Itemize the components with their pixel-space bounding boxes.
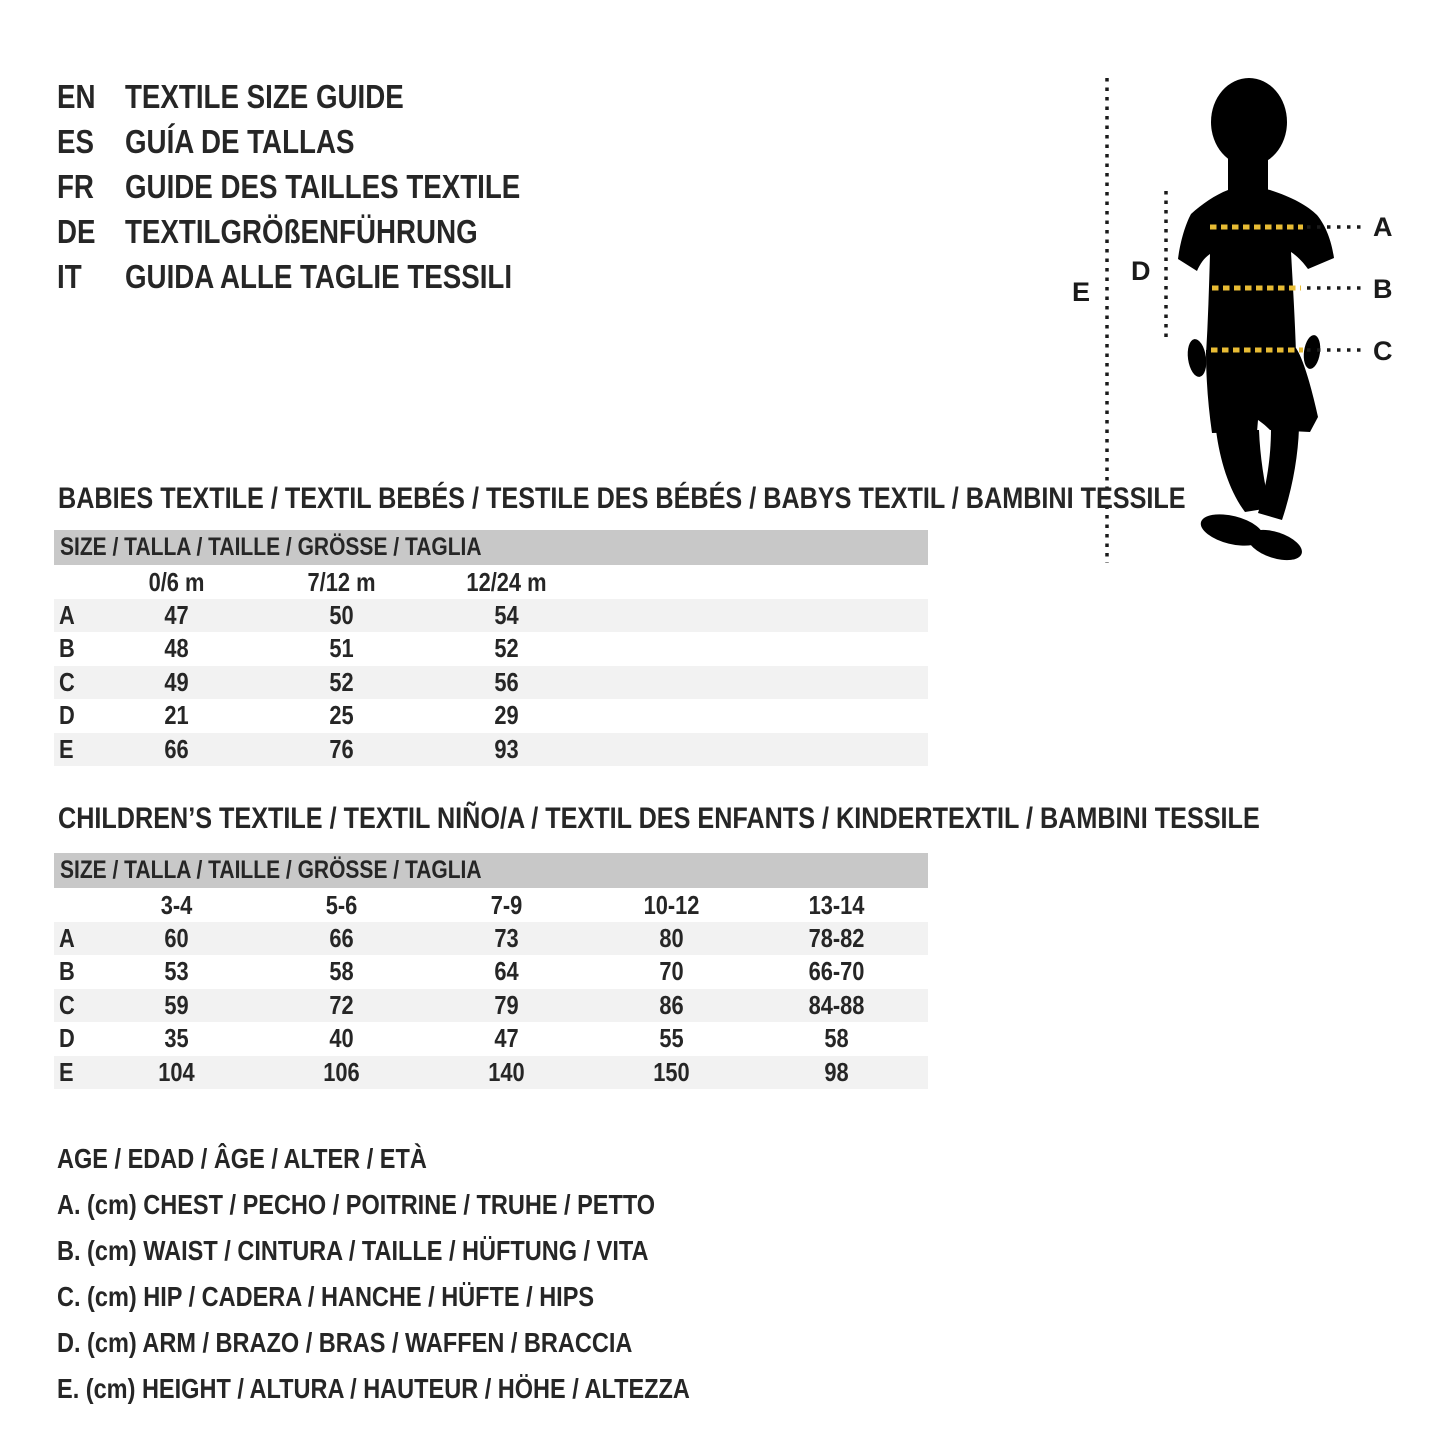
babies-section-title <box>58 484 1400 514</box>
measurement-legend <box>57 1136 810 1412</box>
lang-title: TEXTILE SIZE GUIDE <box>125 78 404 115</box>
row-label: C <box>59 989 75 1020</box>
value-cell: 78-82 <box>808 923 865 953</box>
table-row-e <box>54 733 928 766</box>
value-cell: 35 <box>164 1023 189 1054</box>
value-cell: 72 <box>329 989 354 1020</box>
figure-label-e: E <box>1072 277 1091 307</box>
value-cell: 50 <box>329 600 354 630</box>
lang-row-it <box>57 254 596 299</box>
column-header: 0/6 m <box>148 567 205 597</box>
lang-code: ES <box>57 123 94 160</box>
value-cell: 55 <box>659 1023 684 1054</box>
lang-code: EN <box>57 78 96 115</box>
legend-line-hip <box>57 1274 810 1320</box>
silhouette-head <box>1211 78 1287 166</box>
lang-code: IT <box>57 258 82 295</box>
table-row-c <box>54 666 928 699</box>
column-header: 7/12 m <box>307 567 376 597</box>
value-cell: 59 <box>164 989 189 1020</box>
value-cell: 79 <box>494 989 519 1020</box>
lang-row-es <box>57 119 596 164</box>
table-row-d <box>54 1022 928 1055</box>
value-cell: 64 <box>494 956 519 987</box>
figure-label-c: C <box>1373 336 1393 366</box>
silhouette-left-hand <box>1185 338 1208 378</box>
empty-cell <box>54 888 88 922</box>
figure-label-d: D <box>1131 256 1151 286</box>
row-label: E <box>59 1056 74 1087</box>
column-header: 13-14 <box>808 890 865 920</box>
table-row-b <box>54 955 928 988</box>
legend-text: D. (cm) ARM / BRAZO / BRAS / WAFFEN / BRACCIA <box>57 1327 633 1358</box>
lang-row-en <box>57 74 596 119</box>
legend-text: B. (cm) WAIST / CINTURA / TAILLE / HÜFTUNG / VITA <box>57 1235 649 1266</box>
column-header: 3-4 <box>160 890 193 920</box>
row-label: D <box>59 1023 75 1054</box>
value-cell: 98 <box>824 1056 849 1087</box>
value-cell: 54 <box>494 600 519 630</box>
value-cell: 140 <box>488 1056 525 1087</box>
value-cell: 80 <box>659 923 684 953</box>
value-cell: 56 <box>494 666 519 697</box>
column-header: 5-6 <box>325 890 358 920</box>
babies-size-table <box>54 530 928 766</box>
legend-text: E. (cm) HEIGHT / ALTURA / HAUTEUR / HÖHE / ALTEZZA <box>57 1373 690 1404</box>
table-row-c <box>54 989 928 1022</box>
value-cell: 48 <box>164 633 189 664</box>
value-cell: 51 <box>329 633 354 664</box>
babies-section-title-text: BABIES TEXTILE / TEXTIL BEBÉS / TESTILE DES BÉBÉS / BABYS TEXTIL / BAMBINI TESSILE <box>58 482 1186 515</box>
value-cell: 104 <box>158 1056 195 1087</box>
table-header-bar <box>54 853 928 888</box>
value-cell: 73 <box>494 923 519 953</box>
table-header-bar <box>54 530 928 565</box>
row-label: B <box>59 633 75 664</box>
value-cell: 66 <box>329 923 354 953</box>
value-cell: 66 <box>164 733 189 764</box>
table-row-d <box>54 699 928 732</box>
silhouette-right-hand <box>1302 334 1323 370</box>
figure-label-b: B <box>1373 274 1393 304</box>
table-row-a <box>54 922 928 955</box>
value-cell: 49 <box>164 666 189 697</box>
silhouette-shorts <box>1206 348 1318 433</box>
lang-title: GUIDA ALLE TAGLIE TESSILI <box>125 258 513 295</box>
column-header: 12/24 m <box>466 567 547 597</box>
children-size-table <box>54 853 928 1089</box>
value-cell: 76 <box>329 733 354 764</box>
value-cell: 60 <box>164 923 189 953</box>
value-cell: 52 <box>494 633 519 664</box>
children-section-title-text: CHILDREN’S TEXTILE / TEXTIL NIÑO/A / TEXTIL DES ENFANTS / KINDERTEXTIL / BAMBINI TESSILE <box>58 802 1260 835</box>
value-cell: 86 <box>659 989 684 1020</box>
value-cell: 25 <box>329 700 354 731</box>
silhouette-shirt <box>1178 187 1334 355</box>
row-label: B <box>59 956 75 987</box>
row-label: D <box>59 700 75 731</box>
value-cell: 21 <box>164 700 189 731</box>
lang-title: GUÍA DE TALLAS <box>125 123 355 160</box>
language-title-list <box>57 74 596 299</box>
lang-row-de <box>57 209 596 254</box>
legend-line-age <box>57 1136 810 1182</box>
value-cell: 70 <box>659 956 684 987</box>
empty-cell <box>54 565 88 599</box>
legend-line-chest <box>57 1182 810 1228</box>
value-cell: 47 <box>494 1023 519 1054</box>
legend-line-waist <box>57 1228 810 1274</box>
row-label: A <box>59 600 75 630</box>
lang-code: FR <box>57 168 94 205</box>
column-header: 10-12 <box>643 890 700 920</box>
lang-code: DE <box>57 213 96 250</box>
figure-label-a: A <box>1373 212 1393 242</box>
table-row-a <box>54 599 928 632</box>
legend-line-arm <box>57 1320 810 1366</box>
value-cell: 52 <box>329 666 354 697</box>
lang-title: TEXTILGRÖßENFÜHRUNG <box>125 213 478 250</box>
row-label: C <box>59 666 75 697</box>
value-cell: 53 <box>164 956 189 987</box>
value-cell: 47 <box>164 600 189 630</box>
value-cell: 29 <box>494 700 519 731</box>
column-header: 7-9 <box>490 890 523 920</box>
legend-text: A. (cm) CHEST / PECHO / POITRINE / TRUHE / PETTO <box>57 1189 656 1220</box>
value-cell: 150 <box>653 1056 690 1087</box>
lang-row-fr <box>57 164 596 209</box>
table-header-text: SIZE / TALLA / TAILLE / GRÖSSE / TAGLIA <box>60 856 482 884</box>
value-cell: 84-88 <box>808 989 865 1020</box>
value-cell: 93 <box>494 733 519 764</box>
children-section-title <box>58 804 1445 834</box>
legend-text: C. (cm) HIP / CADERA / HANCHE / HÜFTE / HIPS <box>57 1281 595 1312</box>
lang-title: GUIDE DES TAILLES TEXTILE <box>125 168 521 205</box>
legend-text: AGE / EDAD / ÂGE / ALTER / ETÀ <box>57 1143 427 1174</box>
table-row-e <box>54 1056 928 1089</box>
babies-column-header-row <box>54 565 928 599</box>
value-cell: 106 <box>323 1056 360 1087</box>
children-column-header-row <box>54 888 928 922</box>
value-cell: 58 <box>329 956 354 987</box>
table-header-text: SIZE / TALLA / TAILLE / GRÖSSE / TAGLIA <box>60 533 482 561</box>
value-cell: 58 <box>824 1023 849 1054</box>
legend-line-height <box>57 1366 810 1412</box>
row-label: A <box>59 923 75 953</box>
table-row-b <box>54 632 928 665</box>
value-cell: 40 <box>329 1023 354 1054</box>
row-label: E <box>59 733 74 764</box>
value-cell: 66-70 <box>808 956 865 987</box>
